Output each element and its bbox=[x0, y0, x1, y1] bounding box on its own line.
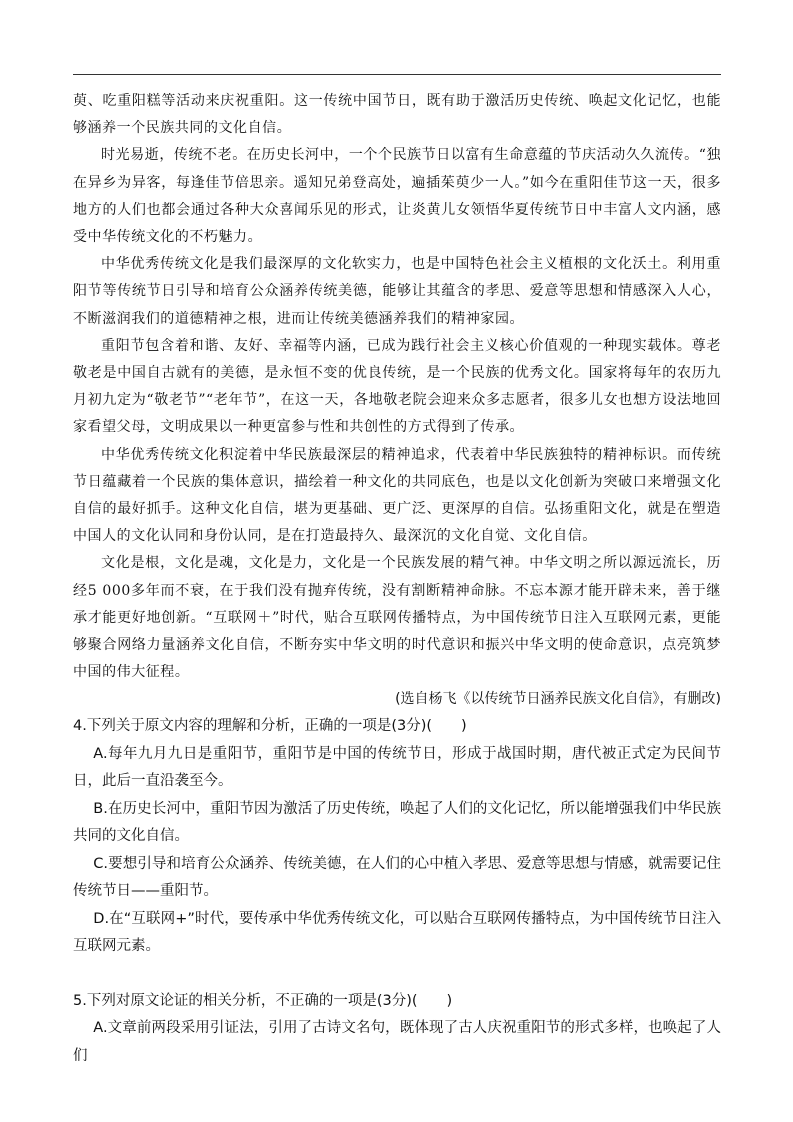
article-paragraph-2: 时光易逝，传统不老。在历史长河中，一个个民族节日以富有生命意蕴的节庆活动久久流传。“独在异乡为异客，每逢佳节倍思亲。遥知兄弟登高处，遍插茱萸少一人。”如今在重阳佳节这一天，很多地方的人们也都会通过各种大众喜闻乐见的形式，让炎黄儿女领悟华夏传统节日中丰富人文内涵，感受中华传统文化的不朽魅力。 bbox=[73, 147, 721, 246]
question-4-option-b: B.在历史长河中，重阳节因为激活了历史传统，唤起了人们的文化记忆，所以能增强我们中华民族共同的文化自信。 bbox=[73, 800, 721, 845]
article-paragraph-1: 萸、吃重阳糕等活动来庆祝重阳。这一传统中国节日，既有助于激活历史传统、唤起文化记忆，也能够涵养一个民族共同的文化自信。 bbox=[73, 93, 721, 137]
article-paragraph-3: 中华优秀传统文化是我们最深厚的文化软实力，也是中国特色社会主义植根的文化沃土。利用重阳节等传统节日引导和培育公众涵养传统美德，能够让其蕴含的孝思、爱意等思想和情感深入人心，不断滋润我们的道德精神之根，进而让传统美德涵养我们的精神家园。 bbox=[73, 256, 721, 327]
document-page bbox=[73, 88, 721, 1070]
question-4-option-a: A.每年九月九日是重阳节，重阳节是中国的传统节日，形成于战国时期，唐代被正式定为民间节日，此后一直沿袭至今。 bbox=[73, 745, 721, 790]
question-4-option-c: C.要想引导和培育公众涵养、传统美德，在人们的心中植入孝思、爱意等思想与情感，就需要记住传统节日——重阳节。 bbox=[73, 855, 721, 900]
question-5-option-a: A.文章前两段采用引证法，引用了古诗文名句，既体现了古人庆祝重阳节的形式多样，也唤起了人们 bbox=[73, 1020, 721, 1064]
article-paragraph-4: 重阳节包含着和谐、友好、幸福等内涵，已成为践行社会主义核心价值观的一种现实载体。尊老敬老是中国自古就有的美德，是永恒不变的优良传统，是一个民族的优秀文化。国家将每年的农历九月初九定为“敬老节”“老年节”，在这一天，各地敬老院会迎来众多志愿者，很多儿女也想方设法地回家看望父母，文明成果以一种更富参与性和共创性的方式得到了传承。 bbox=[73, 337, 721, 436]
article-paragraph-5: 中华优秀传统文化积淀着中华民族最深层的精神追求，代表着中华民族独特的精神标识。而传统节日蕴藏着一个民族的集体意识，描绘着一种文化的共同底色，也是以文化创新为突破口来增强文化自信的最好抓手。这种文化自信，堪为更基础、更广泛、更深厚的自信。弘扬重阳文化，就是在塑造中国人的文化认同和身份认同，是在打造最持久、最深沉的文化自觉、文化自信。 bbox=[73, 446, 721, 545]
article-source: (选自杨飞《以传统节日涵养民族文化自信》，有删改) bbox=[395, 691, 721, 708]
header-rule bbox=[73, 74, 721, 75]
section-gap bbox=[73, 961, 721, 988]
article-paragraph-6: 文化是根，文化是魂，文化是力，文化是一个民族发展的精气神。中华文明之所以源远流长，历经5 000多年而不衰，在于我们没有抛弃传统，没有割断精神命脉。不忘本源才能开辟未来，善于继承才能更好地创新。“互联网＋”时代，贴合互联网传播特点，为中国传统节日注入互联网元素，更能够聚合网络力量涵养文化自信，不断夯实中华文明的时代意识和振兴中华文明的使命意识，点亮筑梦中国的伟大征程。 bbox=[73, 555, 721, 681]
question-4-stem: 4.下列关于原文内容的理解和分析，正确的一项是(3分)( ) bbox=[73, 718, 467, 735]
question-4-option-d: D.在“互联网+”时代，要传承中华优秀传统文化，可以贴合互联网传播特点，为中国传统节日注入互联网元素。 bbox=[73, 910, 721, 955]
question-5-stem: 5.下列对原文论证的相关分析，不正确的一项是(3分)( ) bbox=[73, 992, 453, 1009]
